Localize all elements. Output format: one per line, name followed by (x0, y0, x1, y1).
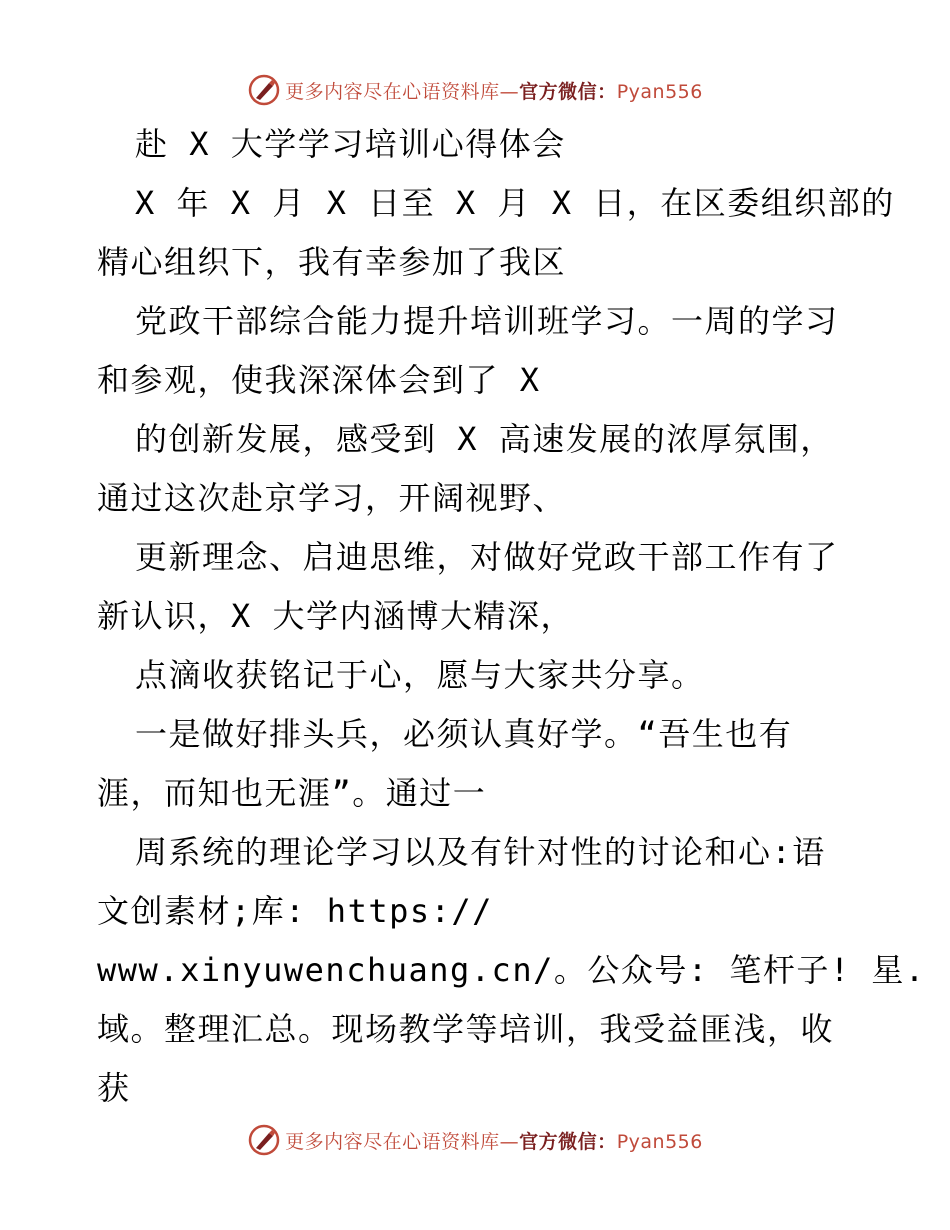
header-banner (0, 70, 950, 110)
header-official-label: 官方微信： (519, 80, 617, 103)
footer-official-label: 官方微信： (519, 1130, 617, 1153)
text-line: 获 (97, 1069, 131, 1107)
document-title: 赴 X 大学学习培训心得体会 (135, 125, 566, 163)
text-line: 域。整理汇总。现场教学等培训，我受益匪浅，收 (97, 1010, 835, 1048)
header-wechat-id: Pyan556 (616, 80, 703, 103)
text-line: www.xinyuwenchuang.cn/。公众号: 笔杆子! 星. (97, 951, 926, 989)
pen-logo-icon (247, 1123, 281, 1157)
pen-logo-icon (247, 73, 281, 107)
text-line: 周系统的理论学习以及有针对性的讨论和心:语 (135, 833, 826, 871)
header-site-text: 更多内容尽在心语资料库 (285, 80, 500, 103)
text-line: 点滴收获铭记于心，愿与大家共分享。 (135, 656, 705, 694)
text-line: 党政干部综合能力提升培训班学习。一周的学习 (135, 302, 839, 340)
text-line: 新认识，X 大学内涵博大精深， (97, 597, 575, 635)
footer-banner-text (285, 1127, 703, 1154)
header-separator: — (499, 80, 520, 103)
text-line: 通过这次赴京学习，开阔视野、 (97, 479, 567, 517)
document-body (97, 115, 926, 1118)
footer-site-text: 更多内容尽在心语资料库 (285, 1130, 500, 1153)
text-line: 涯，而知也无涯”。通过一 (97, 774, 487, 812)
text-line: X 年 X 月 X 日至 X 月 X 日，在区委组织部的 (135, 184, 895, 222)
footer-separator: — (499, 1130, 520, 1153)
text-line: 更新理念、启迪思维，对做好党政干部工作有了 (135, 538, 839, 576)
footer-banner (0, 1120, 950, 1160)
header-banner-text (285, 77, 703, 104)
text-line: 和参观，使我深深体会到了 X (97, 361, 541, 399)
text-line: 的创新发展，感受到 X 高速发展的浓厚氛围， (135, 420, 834, 458)
footer-wechat-id: Pyan556 (616, 1130, 703, 1153)
text-line: 一是做好排头兵，必须认真好学。“吾生也有 (135, 715, 793, 753)
text-line: 精心组织下，我有幸参加了我区 (97, 243, 567, 281)
text-line: 文创素材;库: https:// (97, 892, 493, 930)
